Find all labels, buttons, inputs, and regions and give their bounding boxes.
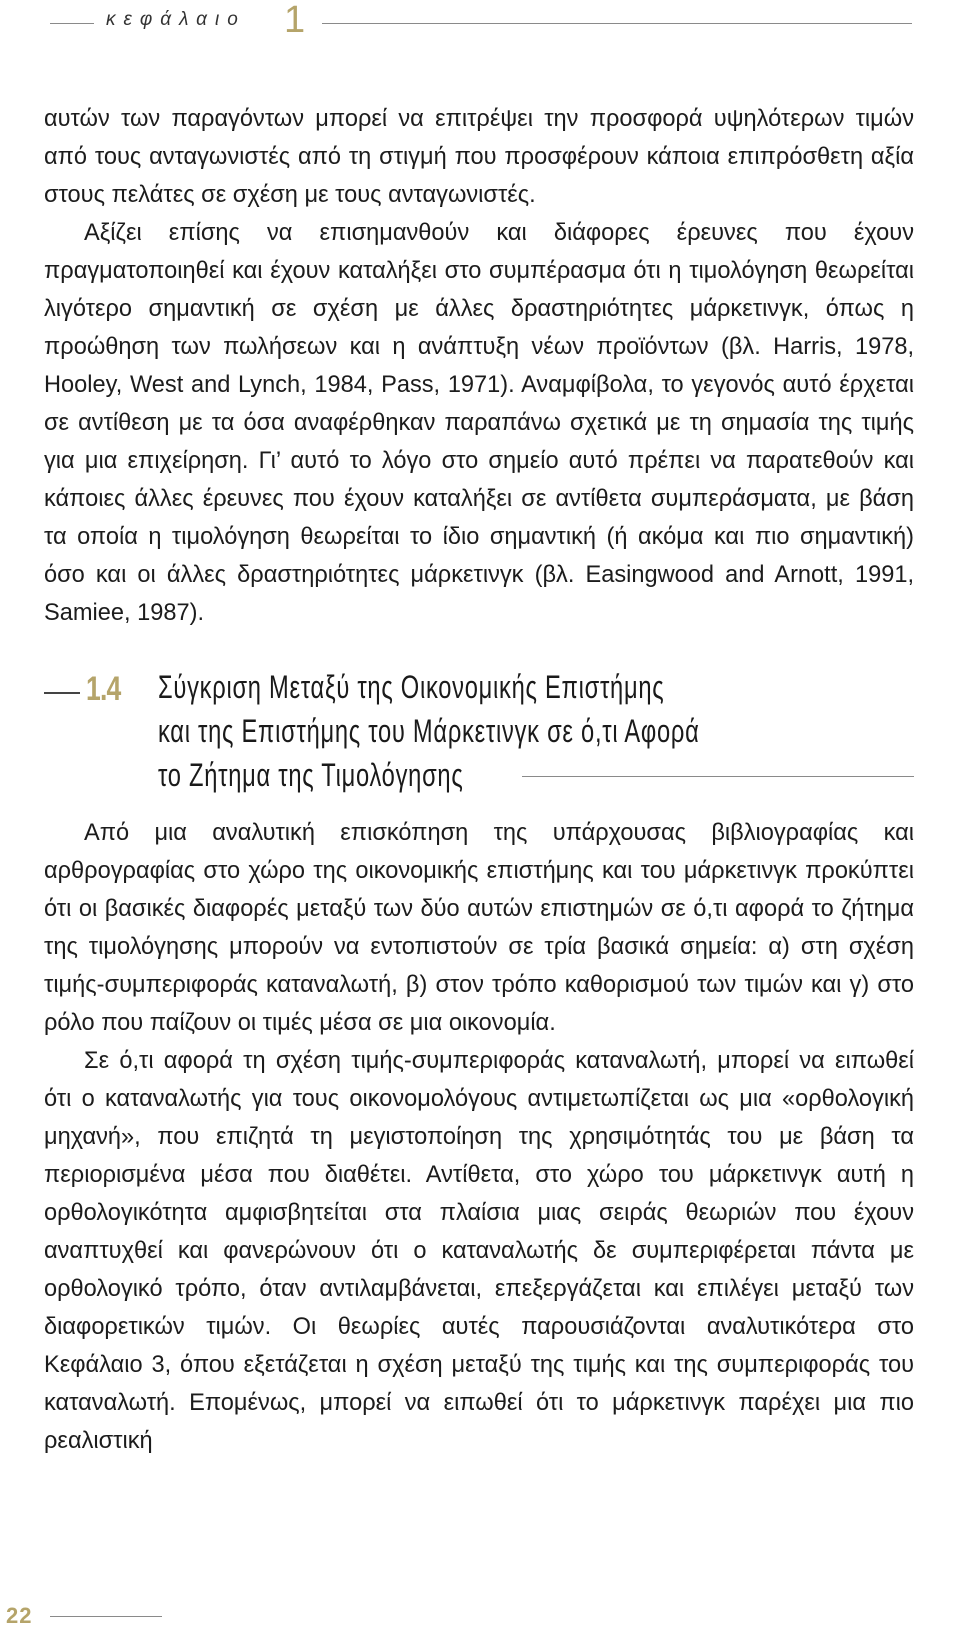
section-number: 1.4	[86, 670, 121, 708]
chapter-label: κεφάλαιο	[106, 9, 246, 30]
footer-rule	[50, 1616, 162, 1617]
running-header	[0, 0, 960, 50]
section-title-line: το Ζήτημα της Τιμολόγησης	[158, 757, 464, 793]
body-text-top	[44, 100, 914, 632]
section-title-line: και της Επιστήμης του Μάρκετινγκ σε ό,τι Αφορά	[158, 713, 700, 749]
header-rule-right	[322, 23, 912, 24]
paragraph: Από μια αναλυτική επισκόπηση της υπάρχουσας βιβλιογραφίας και αρθρογραφίας στο χώρο της οικονομικής επιστήμης και του μάρκετινγκ προκύπτει ότι οι βασικές διαφορές μεταξύ των δύο αυτών επιστημών σε ό,τι αφορά το ζήτημα της τιμολόγησης μπορούν να εντοπιστούν σε τρία βασικά σημεία: α) στη σχέση τιμής-συμπεριφοράς καταναλωτή, β) στον τρόπο καθορισμού των τιμών και γ) στο ρόλο που παίζουν οι τιμές μέσα σε μια οικονομία.	[44, 820, 914, 1036]
paragraph: Σε ό,τι αφορά τη σχέση τιμής-συμπεριφοράς καταναλωτή, μπορεί να ειπωθεί ότι ο καταναλωτής για τους οικονομολόγους αντιμετωπίζεται ως μια «ορθολογική μηχανή», που επιζητά τη μεγιστοποίηση της χρησιμότητάς του με βάση τα περιορισμένα μέσα που διαθέτει. Αντίθετα, στο χώρο του μάρκετινγκ αυτή η ορθολογικότητα αμφισβητείται στα πλαίσια μιας σειράς θεωριών που έχουν αναπτυχθεί και φανερώνουν ότι ο καταναλωτής δε συμπεριφέρεται πάντα με ορθολογικό τρόπο, όταν αντιλαμβάνεται, επεξεργάζεται και επιλέγει μεταξύ των διαφορετικών τιμών. Οι θεωρίες αυτές παρουσιάζονται αναλυτικότερα στο Κεφάλαιο 3, όπου εξετάζεται η σχέση μεταξύ της τιμής και της συμπεριφοράς του καταναλωτή. Επομένως, μπορεί να ειπωθεί ότι το μάρκετινγκ παρέχει μια πιο ρεαλιστική	[44, 1048, 914, 1454]
paragraph: Αξίζει επίσης να επισημανθούν και διάφορες έρευνες που έχουν πραγματοποιηθεί και έχουν καταλήξει στο συμπέρασμα ότι η τιμολόγηση θεωρείται λιγότερο σημαντική σε σχέση με άλλες δραστηριότητες μάρκετινγκ, όπως η προώθηση των πωλήσεων και η ανάπτυξη νέων προϊόντων (βλ. Harris, 1978, Hooley, West and Lynch, 1984, Pass, 1971). Αναμφίβολα, το γεγονός αυτό έρχεται σε αντίθεση με τα όσα αναφέρθηκαν παραπάνω σχετικά με τη σημασία της τιμής για μια επιχείρηση. Γι’ αυτό το λόγο στο σημείο αυτό πρέπει να παρατεθούν και κάποιες άλλες έρευνες που έχουν καταλήξει σε αντίθετα συμπεράσματα, με βάση τα οποία η τιμολόγηση θεωρείται το ίδιο σημαντική (ή ακόμα και πιο σημαντική) όσο και οι άλλες δραστηριότητες μάρκετινγκ (βλ. Easingwood and Arnott, 1991, Samiee, 1987).	[44, 220, 914, 626]
section-heading	[0, 665, 960, 805]
section-rule-right	[522, 776, 914, 777]
page-footer	[0, 1600, 960, 1637]
header-rule-left	[50, 23, 94, 24]
section-rule-left	[44, 692, 80, 694]
page-number: 22	[6, 1603, 33, 1628]
paragraph: αυτών των παραγόντων μπορεί να επιτρέψει την προσφορά υψηλότερων τιμών από τους ανταγωνιστές από τη στιγμή που προσφέρουν κάποια επιπρόσθετη αξία στους πελάτες σε σχέση με τους ανταγωνιστές.	[44, 106, 914, 208]
section-title-line: Σύγκριση Μεταξύ της Οικονομικής Επιστήμης	[158, 669, 665, 705]
body-text-bottom	[44, 814, 914, 1460]
chapter-number: 1	[284, 0, 306, 41]
section-title	[158, 665, 918, 797]
